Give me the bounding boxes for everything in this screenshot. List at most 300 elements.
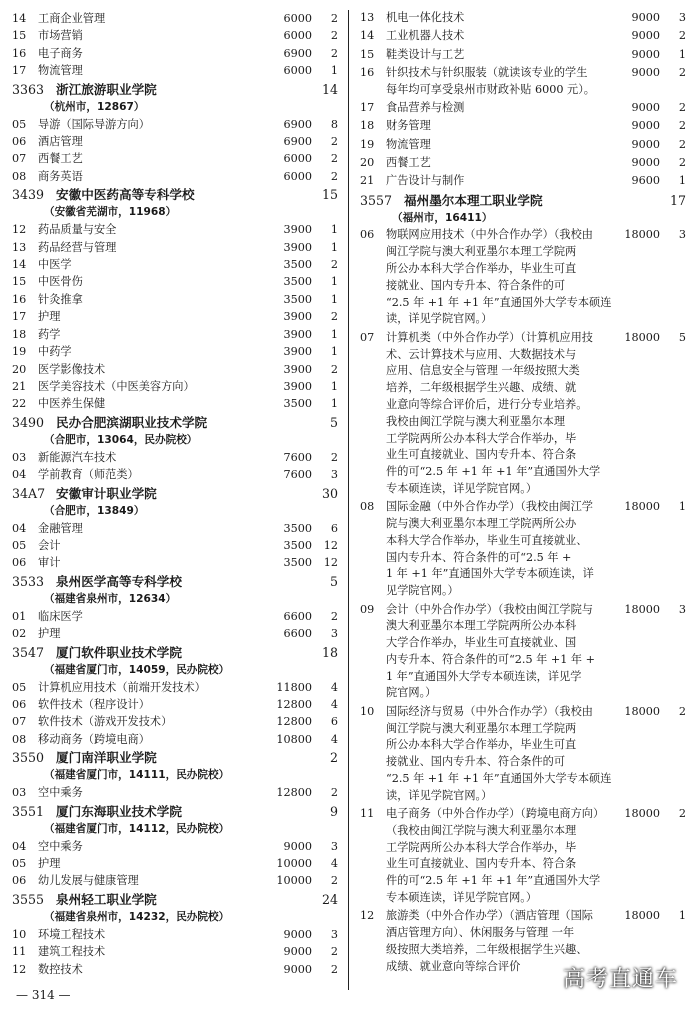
major-name: 审计: [38, 556, 61, 570]
tuition-fee: 10800: [276, 732, 312, 746]
tuition-fee: 18000: [624, 602, 660, 616]
school-location: （福建省泉州市，12634）: [44, 592, 177, 605]
major-code: 05: [12, 117, 27, 131]
tuition-fee: 9000: [631, 29, 660, 43]
school-name: 安徽中医药高等专科学校: [56, 187, 195, 203]
enrollment-count: 1: [330, 379, 338, 393]
description-line: 本科大学合作举办，毕业生可直接就业、: [386, 533, 588, 547]
enrollment-count: 2: [330, 169, 338, 183]
watermark: 高考直通车: [562, 967, 678, 992]
table-row: [360, 227, 686, 328]
major-description: [386, 10, 612, 27]
major-name: 针灸推拿: [38, 292, 83, 306]
major-code: 03: [12, 450, 27, 464]
description-line: 应用、信息安全与管理 一年级按照大类: [386, 364, 580, 378]
major-code: 11: [360, 807, 375, 821]
enrollment-count: 2: [330, 135, 338, 149]
table-row: [12, 520, 338, 537]
tuition-fee: 9000: [631, 119, 660, 133]
major-name: 空中乘务: [38, 839, 83, 853]
enrollment-count: 2: [330, 962, 338, 976]
major-description: [386, 330, 612, 498]
tuition-fee: 9000: [631, 100, 660, 114]
table-row: [12, 326, 338, 343]
tuition-fee: 18000: [624, 909, 660, 923]
column-divider: [348, 10, 349, 990]
table-row: [12, 943, 338, 960]
school-header: [12, 802, 338, 821]
enrollment-count: 1: [330, 240, 338, 254]
description-line: 酒店管理方向）、休闲服务与管理 一年: [386, 926, 575, 940]
enrollment-count: 2: [330, 945, 338, 959]
table-row: [360, 100, 686, 117]
enrollment-count: 2: [330, 29, 338, 43]
school-total: 18: [321, 644, 338, 660]
major-code: 02: [12, 627, 27, 641]
description-line: 大学合作举办，毕业生可直接就业、国: [386, 636, 577, 650]
school-header: [12, 80, 338, 99]
school-name: 厦门东海职业技术学院: [56, 803, 182, 819]
major-code: 13: [360, 11, 375, 24]
school-code: 3550: [12, 750, 45, 766]
tuition-fee: 3500: [283, 521, 312, 535]
table-row: [12, 625, 338, 642]
tuition-fee: 6000: [283, 29, 312, 43]
table-row: [12, 855, 338, 872]
enrollment-count: 4: [330, 732, 338, 746]
major-code: 12: [360, 909, 375, 923]
major-name: 护理: [38, 627, 61, 641]
school-total: 24: [321, 891, 338, 907]
tuition-fee: 18000: [624, 807, 660, 821]
major-name: 软件技术（游戏开发技术）: [38, 715, 173, 729]
table-row: [12, 713, 338, 730]
major-code: 15: [12, 275, 27, 289]
description-line: 接就业、国内专升本、符合条件的可: [386, 278, 566, 292]
major-name: 临床医学: [38, 609, 83, 623]
major-name: 移动商务（跨境电商）: [38, 732, 150, 746]
description-line: 澳大利亚墨尔本理工学院两所公办本科: [386, 619, 577, 633]
major-code: 14: [360, 29, 375, 43]
description-line: 旅游类（中外合作办学）（酒店管理（国际: [386, 909, 593, 923]
description-line: 计算机类（中外合作办学）（计算机应用技: [386, 330, 593, 344]
tuition-fee: 6600: [283, 627, 312, 641]
table-row: [360, 173, 686, 190]
enrollment-count: 2: [330, 46, 338, 60]
major-description: [386, 47, 612, 64]
major-code: 20: [12, 362, 27, 376]
school-location: （福建省厦门市，14111，民办院校）: [44, 769, 230, 782]
enrollment-count: 6: [330, 521, 338, 535]
enrollment-count: 6: [330, 715, 338, 729]
tuition-fee: 6900: [283, 117, 312, 131]
major-code: 04: [12, 468, 27, 482]
table-row: [12, 696, 338, 713]
major-code: 19: [360, 137, 375, 151]
major-code: 15: [360, 47, 375, 61]
major-code: 01: [12, 609, 27, 623]
school-total: 17: [669, 193, 686, 209]
school-header: [12, 185, 338, 204]
major-name: 中药学: [38, 345, 72, 359]
major-code: 07: [12, 152, 27, 166]
major-description: [386, 100, 612, 117]
tuition-fee: 9000: [283, 927, 312, 941]
tuition-fee: 6000: [283, 152, 312, 166]
enrollment-count: 2: [678, 100, 686, 114]
school-name: 厦门南洋职业学院: [56, 750, 157, 766]
table-row: [12, 872, 338, 889]
description-line: 级按照大类培养，二年级根据学生兴趣、: [386, 942, 588, 956]
enrollment-count: 2: [330, 450, 338, 464]
school-code: 3557: [360, 193, 393, 209]
major-name: 市场营销: [38, 29, 83, 43]
school-header: [12, 484, 338, 503]
description-line: 物联网应用技术（中外合作办学）（我校由: [386, 228, 593, 242]
major-description: [386, 602, 612, 703]
major-code: 05: [12, 680, 27, 694]
table-row: [12, 608, 338, 625]
description-line: （我校由闽江学院与澳大利亚墨尔本理: [386, 823, 577, 837]
table-row: [360, 28, 686, 45]
table-row: [360, 137, 686, 154]
tuition-fee: 7600: [283, 468, 312, 482]
major-name: 中医骨伤: [38, 275, 83, 289]
table-row: [12, 838, 338, 855]
tuition-fee: 9000: [283, 839, 312, 853]
enrollment-count: 2: [330, 874, 338, 888]
description-line: 1 年”直通国外大学专本硕连读，详见学: [386, 669, 582, 683]
tuition-fee: 3900: [283, 223, 312, 237]
school-location: （合肥市，13064，民办院校）: [44, 433, 198, 446]
table-row: [360, 704, 686, 805]
major-code: 17: [12, 310, 27, 324]
enrollment-count: 2: [678, 137, 686, 151]
enrollment-count: 1: [330, 327, 338, 341]
school-name: 浙江旅游职业学院: [56, 81, 157, 97]
major-code: 16: [12, 46, 27, 60]
description-line: 院与澳大利亚墨尔本理工学院两所公办: [386, 517, 577, 531]
major-description: [386, 28, 612, 45]
tuition-fee: 12800: [276, 786, 312, 800]
table-row: [360, 806, 686, 907]
description-line: 读，详见学院官网。）: [386, 312, 493, 326]
school-code: 3490: [12, 414, 45, 430]
description-line: 业生可直接就业、国内专升本、符合条: [386, 448, 577, 462]
description-line: 接就业、国内专升本、符合条件的可: [386, 755, 566, 769]
major-code: 07: [360, 330, 375, 344]
table-row: [12, 10, 338, 27]
table-row: [12, 961, 338, 978]
major-name: 中医养生保健: [38, 397, 106, 411]
school-name: 泉州医学高等专科学校: [56, 573, 182, 589]
tuition-fee: 3900: [283, 379, 312, 393]
tuition-fee: 3500: [283, 538, 312, 552]
table-row: [360, 330, 686, 498]
major-code: 07: [12, 715, 27, 729]
school-header: [360, 191, 686, 210]
major-code: 21: [360, 174, 375, 188]
major-code: 10: [12, 927, 27, 941]
tuition-fee: 6600: [283, 609, 312, 623]
description-line: 件的可“2.5 年 +1 年 +1 年”直通国外大学: [386, 465, 601, 479]
major-code: 08: [360, 500, 375, 514]
tuition-fee: 3900: [283, 240, 312, 254]
school-code: 3363: [12, 81, 45, 97]
tuition-fee: 6900: [283, 46, 312, 60]
major-description: [386, 227, 612, 328]
major-code: 12: [12, 962, 27, 976]
major-name: 工商企业管理: [38, 12, 106, 25]
major-code: 05: [12, 538, 27, 552]
major-name: 医学影像技术: [38, 362, 106, 376]
enrollment-count: 1: [330, 223, 338, 237]
table-row: [360, 499, 686, 600]
tuition-fee: 18000: [624, 500, 660, 514]
enrollment-count: 2: [678, 704, 686, 718]
description-line: 业意向等综合评价后，进行分专业培养。: [386, 397, 588, 411]
description-line: 每年均可享受泉州市财政补贴 6000 元）。: [386, 82, 595, 96]
tuition-fee: 7600: [283, 450, 312, 464]
enrollment-count: 8: [330, 117, 338, 131]
tuition-fee: 3500: [283, 556, 312, 570]
tuition-fee: 9000: [631, 47, 660, 61]
school-total: 9: [329, 803, 338, 819]
enrollment-count: 1: [330, 292, 338, 306]
tuition-fee: 12800: [276, 697, 312, 711]
table-row: [12, 273, 338, 290]
description-line: 物流管理: [386, 137, 431, 151]
school-total: 5: [329, 414, 338, 430]
major-code: 19: [12, 345, 27, 359]
major-code: 17: [360, 100, 375, 114]
major-name: 商务英语: [38, 169, 83, 183]
description-line: 成绩、就业意向等综合评价: [386, 959, 521, 973]
enrollment-count: 3: [678, 11, 686, 24]
table-row: [360, 10, 686, 27]
school-header: [12, 413, 338, 432]
enrollment-count: 2: [330, 310, 338, 324]
major-code: 06: [360, 228, 375, 242]
tuition-fee: 3500: [283, 397, 312, 411]
major-name: 电子商务: [38, 46, 83, 60]
description-line: 食品营养与检测: [386, 100, 465, 114]
tuition-fee: 3500: [283, 258, 312, 272]
table-row: [12, 239, 338, 256]
right-column: [360, 10, 686, 977]
enrollment-count: 2: [678, 119, 686, 133]
major-code: 17: [12, 64, 27, 78]
tuition-fee: 9000: [631, 65, 660, 79]
table-row: [12, 27, 338, 44]
major-code: 16: [12, 292, 27, 306]
major-name: 金融管理: [38, 521, 83, 535]
table-row: [12, 537, 338, 554]
tuition-fee: 9600: [631, 174, 660, 188]
description-line: 件的可“2.5 年 +1 年 +1 年”直通国外大学: [386, 874, 601, 888]
description-line: 电子商务（中外合作办学）（跨境电商方向）: [386, 807, 605, 821]
major-name: 导游（国际导游方向）: [38, 117, 150, 131]
school-location: （福建省厦门市，14112，民办院校）: [44, 822, 230, 835]
table-row: [12, 150, 338, 167]
tuition-fee: 6900: [283, 135, 312, 149]
school-location: （安徽省芜湖市，11968）: [44, 206, 177, 219]
description-line: 院官网。）: [386, 686, 437, 700]
enrollment-count: 3: [678, 602, 686, 616]
major-code: 20: [360, 155, 375, 169]
major-code: 03: [12, 786, 27, 800]
table-row: [12, 361, 338, 378]
description-line: 西餐工艺: [386, 155, 431, 169]
enrollment-count: 2: [678, 65, 686, 79]
school-code: 34A7: [12, 485, 46, 501]
major-code: 22: [12, 397, 27, 411]
table-row: [12, 343, 338, 360]
description-line: 闽江学院与澳大利亚墨尔本理工学院两: [386, 245, 577, 259]
description-line: 闽江学院与澳大利亚墨尔本理工学院两: [386, 721, 577, 735]
tuition-fee: 3500: [283, 275, 312, 289]
table-row: [12, 378, 338, 395]
description-line: 所公办本科大学合作举办，毕业生可直: [386, 738, 577, 752]
school-name: 泉州轻工职业学院: [56, 891, 157, 907]
enrollment-count: 1: [678, 500, 686, 514]
school-total: 30: [321, 485, 338, 501]
table-row: [12, 168, 338, 185]
table-row: [360, 118, 686, 135]
school-header: [12, 890, 338, 909]
major-name: 医学美容技术（中医美容方向）: [38, 379, 195, 393]
table-row: [12, 466, 338, 483]
description-line: 内专升本、符合条件的可“2.5 年 +1 年 +: [386, 652, 596, 666]
major-code: 06: [12, 556, 27, 570]
major-code: 06: [12, 874, 27, 888]
table-row: [360, 155, 686, 172]
major-code: 14: [12, 258, 27, 272]
major-name: 计算机应用技术（前端开发技术）: [38, 680, 206, 694]
tuition-fee: 3900: [283, 345, 312, 359]
enrollment-count: 3: [330, 468, 338, 482]
major-code: 11: [12, 945, 27, 959]
major-code: 08: [12, 732, 27, 746]
table-row: [12, 291, 338, 308]
table-row: [12, 784, 338, 801]
description-line: 专本硕连读，详见学院官网。）: [386, 481, 538, 495]
tuition-fee: 6000: [283, 64, 312, 78]
description-line: 培养，二年级根据学生兴趣、成绩、就: [386, 381, 577, 395]
major-name: 新能源汽车技术: [38, 450, 117, 464]
table-row: [12, 449, 338, 466]
major-name: 学前教育（师范类）: [38, 468, 139, 482]
major-description: [386, 499, 612, 600]
major-name: 物流管理: [38, 64, 83, 78]
major-name: 药品经营与管理: [38, 240, 117, 254]
major-description: [386, 155, 612, 172]
school-location: （福建省厦门市，14059，民办院校）: [44, 663, 230, 676]
description-line: 业生可直接就业、国内专升本、符合条: [386, 857, 577, 871]
enrollment-count: 2: [330, 609, 338, 623]
school-name: 厦门软件职业技术学院: [56, 644, 182, 660]
description-line: 我校由闽江学院与澳大利亚墨尔本理: [386, 414, 566, 428]
description-line: “2.5 年 +1 年 +1 年”直通国外大学专本硕连: [386, 771, 612, 785]
description-line: 国内专升本、符合条件的可“2.5 年 +: [386, 550, 572, 564]
enrollment-count: 1: [678, 47, 686, 61]
tuition-fee: 12800: [276, 715, 312, 729]
description-line: 国际金融（中外合作办学）（我校由闽江学: [386, 500, 593, 514]
major-name: 西餐工艺: [38, 152, 83, 166]
enrollment-count: 2: [330, 362, 338, 376]
tuition-fee: 3900: [283, 310, 312, 324]
description-line: 会计（中外合作办学）（我校由闽江学院与: [386, 602, 593, 616]
major-code: 04: [12, 521, 27, 535]
school-location: （福州市，16411）: [392, 212, 493, 225]
major-code: 15: [12, 29, 27, 43]
description-line: 财务管理: [386, 119, 431, 133]
school-location: （合肥市，13849）: [44, 504, 145, 517]
major-name: 空中乘务: [38, 786, 83, 800]
description-line: 鞋类设计与工艺: [386, 47, 465, 61]
description-line: 见学院官网。）: [386, 584, 459, 598]
tuition-fee: 3900: [283, 362, 312, 376]
school-total: 15: [321, 187, 338, 203]
school-total: 2: [329, 750, 338, 766]
enrollment-count: 1: [678, 174, 686, 188]
enrollment-count: 4: [330, 697, 338, 711]
tuition-fee: 9000: [283, 962, 312, 976]
description-line: 工学院两所公办本科大学合作举办，毕: [386, 840, 577, 854]
major-name: 药学: [38, 327, 61, 341]
school-location: （杭州市，12867）: [44, 100, 145, 113]
major-name: 中医学: [38, 258, 72, 272]
enrollment-count: 4: [330, 857, 338, 870]
school-header: [12, 643, 338, 662]
description-line: 国际经济与贸易（中外合作办学）（我校由: [386, 704, 593, 718]
tuition-fee: 18000: [624, 330, 660, 344]
enrollment-count: 1: [330, 345, 338, 359]
tuition-fee: 9000: [283, 945, 312, 959]
table-row: [12, 554, 338, 571]
major-name: 幼儿发展与健康管理: [38, 874, 139, 888]
major-description: [386, 806, 612, 907]
description-line: 广告设计与制作: [386, 174, 465, 188]
school-code: 3533: [12, 573, 45, 589]
enrollment-count: 12: [323, 556, 338, 570]
table-row: [360, 602, 686, 703]
major-code: 18: [12, 327, 27, 341]
major-name: 护理: [38, 857, 61, 870]
school-code: 3547: [12, 644, 45, 660]
tuition-fee: 9000: [631, 155, 660, 169]
tuition-fee: 6000: [283, 12, 312, 25]
school-code: 3551: [12, 803, 45, 819]
major-name: 软件技术（程序设计）: [38, 697, 150, 711]
table-row: [12, 256, 338, 273]
major-code: 13: [12, 240, 27, 254]
enrollment-count: 2: [330, 12, 338, 25]
table-row: [12, 926, 338, 943]
description-line: 读，详见学院官网。）: [386, 788, 493, 802]
enrollment-count: 2: [678, 807, 686, 821]
major-code: 14: [12, 12, 27, 25]
enrollment-count: 3: [330, 627, 338, 641]
school-name: 民办合肥滨湖职业技术学院: [56, 414, 208, 430]
school-location: （福建省泉州市，14232，民办院校）: [44, 910, 230, 923]
major-code: 09: [360, 602, 375, 616]
major-code: 16: [360, 65, 375, 79]
school-header: [12, 748, 338, 767]
major-name: 建筑工程技术: [38, 945, 106, 959]
enrollment-count: 1: [678, 909, 686, 923]
enrollment-count: 5: [678, 330, 686, 344]
